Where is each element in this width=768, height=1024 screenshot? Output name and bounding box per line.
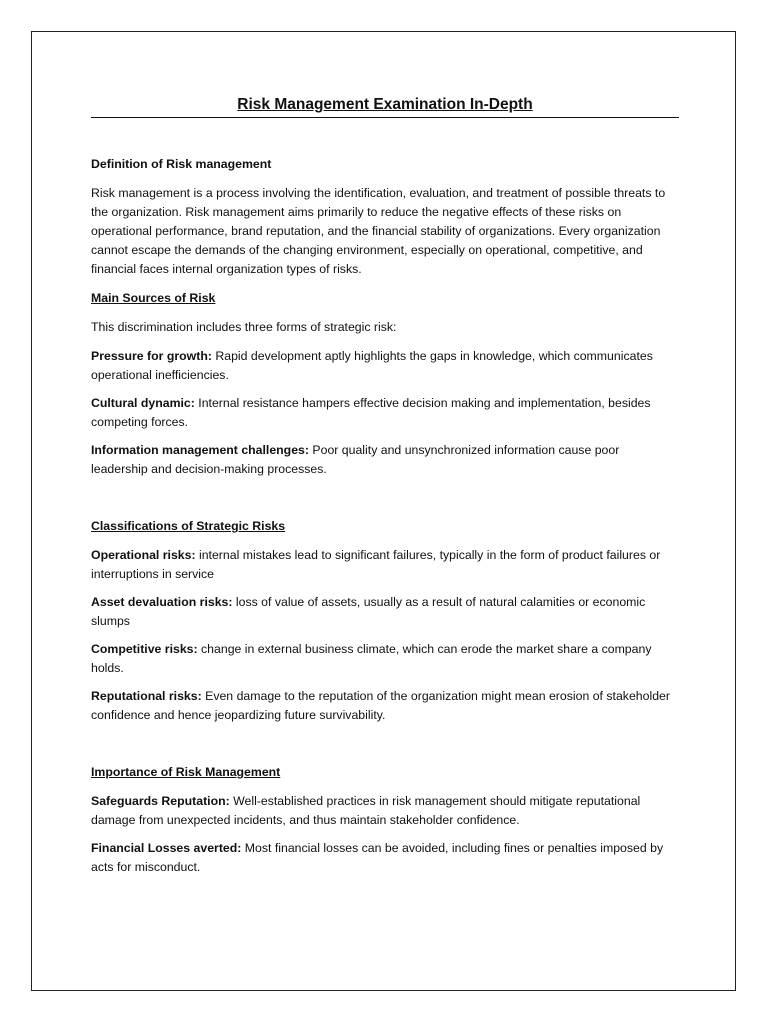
sources-heading: Main Sources of Risk xyxy=(91,291,216,305)
document-content xyxy=(91,95,679,877)
source-item-information xyxy=(91,441,679,479)
classification-text-asset: loss of value of assets, usually as a result of natural calamities or economic slumps xyxy=(91,595,646,628)
document-title: Risk Management Examination In-Depth xyxy=(91,95,679,118)
classification-term-competitive: Competitive risks: xyxy=(91,642,198,656)
importance-term-losses: Financial Losses averted: xyxy=(91,841,242,855)
source-term-information: Information management challenges: xyxy=(91,443,309,457)
importance-heading: Importance of Risk Management xyxy=(91,765,281,779)
source-term-growth: Pressure for growth: xyxy=(91,349,212,363)
classification-term-operational: Operational risks: xyxy=(91,548,196,562)
classification-term-reputational: Reputational risks: xyxy=(91,689,202,703)
classification-item-asset xyxy=(91,593,679,631)
source-text-culture: Internal resistance hampers effective decision making and implementation, besides competing forces. xyxy=(91,396,651,429)
classification-text-reputational: Even damage to the reputation of the organization might mean erosion of stakeholder confidence and hence jeopardizing future survivability. xyxy=(91,689,670,722)
classification-term-asset: Asset devaluation risks: xyxy=(91,595,233,609)
source-text-growth: Rapid development aptly highlights the gaps in knowledge, which communicates operational inefficiencies. xyxy=(91,349,653,382)
classifications-heading: Classifications of Strategic Risks xyxy=(91,519,286,533)
classification-item-operational xyxy=(91,546,679,584)
classification-text-competitive: change in external business climate, which can erode the market share a company holds. xyxy=(91,642,652,675)
importance-term-reputation: Safeguards Reputation: xyxy=(91,794,230,808)
classification-item-reputational xyxy=(91,687,679,725)
source-item-culture xyxy=(91,394,679,432)
importance-text-losses: Most financial losses can be avoided, including fines or penalties imposed by acts for misconduct. xyxy=(91,841,664,874)
document-page xyxy=(31,31,736,991)
source-term-culture: Cultural dynamic: xyxy=(91,396,195,410)
source-item-growth xyxy=(91,347,679,385)
classification-item-competitive xyxy=(91,640,679,678)
importance-item-reputation xyxy=(91,792,679,830)
classification-text-operational: internal mistakes lead to significant failures, typically in the form of product failures or interruptions in service xyxy=(91,548,661,581)
importance-text-reputation: Well-established practices in risk management should mitigate reputational damage from unexpected incidents, and thus maintain stakeholder confidence. xyxy=(91,794,641,827)
definition-heading: Definition of Risk management xyxy=(91,157,272,171)
importance-item-losses xyxy=(91,839,679,877)
sources-intro: This discrimination includes three forms of strategic risk: xyxy=(91,320,397,334)
definition-paragraph: Risk management is a process involving the identification, evaluation, and treatment of possible threats to the organization. Risk management aims primarily to reduce the negative effects of these risks on operational performance, brand reputation, and the financial stability of organizations. Every organization cannot escape the demands of the changing environment, especially on operational, competitive, and financial faces internal organization types of risks. xyxy=(91,186,666,276)
source-text-information: Poor quality and unsynchronized information cause poor leadership and decision-making processes. xyxy=(91,443,620,476)
